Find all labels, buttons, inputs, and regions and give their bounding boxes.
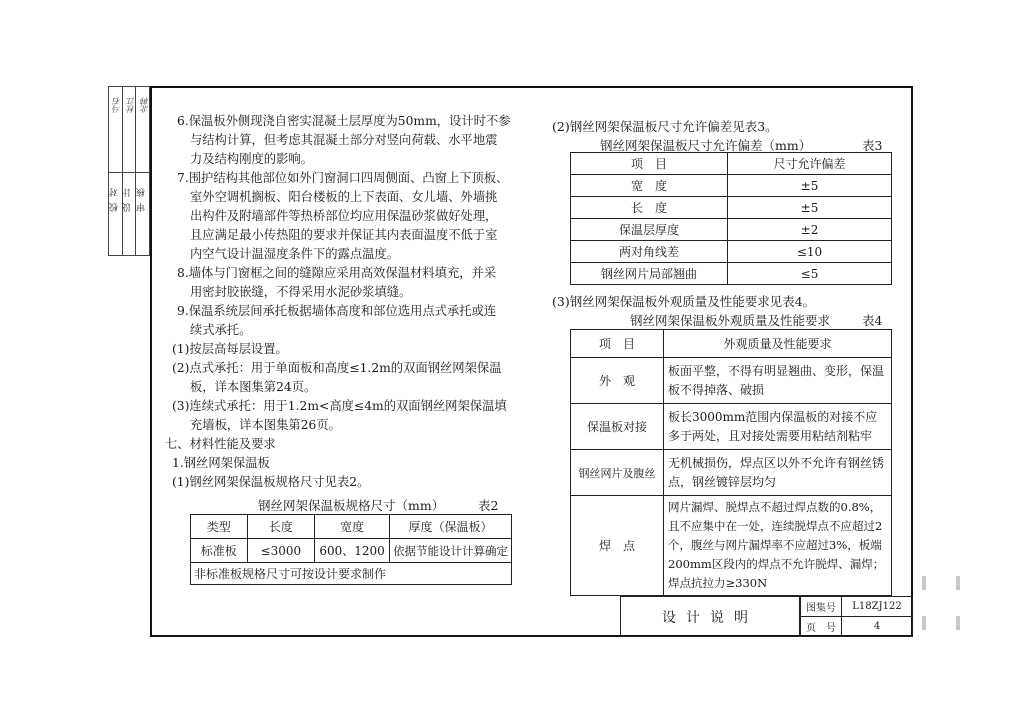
signature-1: 马石 xyxy=(112,97,121,113)
table2-cell: 600、1200 xyxy=(315,539,390,563)
table3-cell: ±5 xyxy=(728,175,892,197)
left-line-1: 6.保温板外侧现浇自密实混凝土层厚度为50mm，设计时不参 xyxy=(177,114,511,128)
table4-requirement: 板长3000mm范围内保温板的对接不应多于两处，且对接处需要用粘结剂粘牢 xyxy=(664,404,892,450)
left-line-11: 9.保温系统层间承托板据墙体高度和部位选用点式承托或连 xyxy=(177,304,497,318)
table4-item: 钢丝网片及腹丝 xyxy=(571,450,664,496)
table4-item: 保温板对接 xyxy=(571,404,664,450)
left-line-14: (2)点式承托：用于单面板和高度≤1.2m的双面钢丝网架保温 xyxy=(172,361,502,375)
signature-2: 杜江 xyxy=(126,97,135,113)
drawing-title: 设计说明 xyxy=(662,609,758,626)
table2-cell: 依据节能设计计算确定 xyxy=(390,539,512,563)
table3-cell: ±2 xyxy=(728,219,892,241)
section-heading-7: 七、材料性能及要求 xyxy=(165,437,276,451)
left-line-15: 板，详本图集第24页。 xyxy=(190,380,317,394)
table2-header: 宽度 xyxy=(315,515,390,539)
table2-caption: 钢丝网架保温板规格尺寸（mm） xyxy=(258,498,445,513)
page-number-label: 页 号 xyxy=(800,616,842,637)
left-line-12: 续式承托。 xyxy=(190,323,252,337)
table4-item: 焊 点 xyxy=(571,496,664,596)
table3-intro: (2)钢丝网架保温板尺寸允许偏差见表3。 xyxy=(552,119,778,134)
left-line-17: 充墙板，详本图集第26页。 xyxy=(190,418,341,432)
table2-cell: ≤3000 xyxy=(247,539,315,563)
table3-cell: 长 度 xyxy=(571,197,728,219)
table3-header: 项 目 xyxy=(571,153,728,175)
table3-cell: 保温层厚度 xyxy=(571,219,728,241)
table3-cell: 宽 度 xyxy=(571,175,728,197)
table4-header: 外观质量及性能要求 xyxy=(664,330,892,358)
scan-mark xyxy=(956,576,960,590)
sidebar-label-design: 设计 xyxy=(123,182,133,212)
table2-cell: 标准板 xyxy=(191,539,248,563)
left-line-9: 8.墙体与门窗框之间的缝隙应采用高效保温材料填充，并采 xyxy=(177,266,497,280)
left-line-13: (1)按层高每层设置。 xyxy=(172,342,288,356)
table2-header: 长度 xyxy=(247,515,315,539)
table2 xyxy=(190,514,512,585)
table2-header: 厚度（保温板） xyxy=(390,515,512,539)
scan-mark xyxy=(922,616,926,630)
table4-intro: (3)钢丝网架保温板外观质量及性能要求见表4。 xyxy=(552,294,816,309)
left-line-8: 内空气设计温湿度条件下的露点温度。 xyxy=(190,247,400,261)
title-block xyxy=(620,596,913,637)
table2-note: 非标准板规格尺寸可按设计要求制作 xyxy=(191,563,512,585)
table2-number: 表2 xyxy=(478,498,499,513)
table3-number: 表3 xyxy=(862,138,883,153)
sidebar-label-check: 校对 xyxy=(110,182,120,212)
left-line-3: 力及结构刚度的影响。 xyxy=(190,152,313,166)
table4-number: 表4 xyxy=(862,313,883,328)
table3-caption: 钢丝网架保温板尺寸允许偏差（mm） xyxy=(600,138,812,153)
page-number-value: 4 xyxy=(841,616,913,637)
table3-cell: ≤5 xyxy=(728,263,892,285)
table4-requirement: 板面平整，不得有明显翘曲、变形，保温板不得掉落、破损 xyxy=(664,358,892,404)
left-line-2: 与结构计算，但考虑其混凝土部分对竖向荷载、水平地震 xyxy=(190,133,498,147)
sidebar-label-review: 审核 xyxy=(137,182,147,212)
left-line-16: (3)连续式承托：用于1.2m<高度≤4m的双面钢丝网架保温填 xyxy=(172,399,507,413)
table3-cell: 两对角线差 xyxy=(571,241,728,263)
table4-header: 项 目 xyxy=(571,330,664,358)
left-line-4: 7.围护结构其他部位如外门窗洞口四周侧面、凸窗上下顶板、 xyxy=(177,171,509,185)
table4 xyxy=(570,329,892,596)
table3-cell: ≤10 xyxy=(728,241,892,263)
table4-caption: 钢丝网架保温板外观质量及性能要求 xyxy=(630,313,831,328)
table3-header: 尺寸允许偏差 xyxy=(728,153,892,175)
scan-mark xyxy=(922,576,926,590)
atlas-number-label: 图集号 xyxy=(800,596,842,617)
signature-sidebar xyxy=(108,86,150,256)
left-line-19: 1.钢丝网架保温板 xyxy=(172,456,270,470)
left-line-5: 室外空调机搁板、阳台楼板的上下表面、女儿墙、外墙挑 xyxy=(190,190,498,204)
table3-cell: 钢丝网片局部翘曲 xyxy=(571,263,728,285)
left-line-20: (1)钢丝网架保温板规格尺寸见表2。 xyxy=(172,475,370,489)
table3-cell: ±5 xyxy=(728,197,892,219)
table4-item: 外 观 xyxy=(571,358,664,404)
atlas-number-value: L18ZJ122 xyxy=(841,596,913,617)
table3 xyxy=(570,152,892,285)
left-line-10: 用密封胶嵌缝，不得采用水泥砂浆填缝。 xyxy=(190,285,412,299)
left-line-7: 且应满足最小传热阻的要求并保证其内表面温度不低于室 xyxy=(190,228,498,242)
table4-requirement: 网片漏焊、脱焊点不超过焊点数的0.8%，且不应集中在一处，连续脱焊点不应超过2个，腹丝与网片漏焊率不应超过3%，板端200mm区段内的焊点不允许脱焊、漏焊；焊点抗拉力≥330N xyxy=(664,496,892,596)
table2-header: 类型 xyxy=(191,515,248,539)
left-line-6: 出构件及附墙部件等热桥部位均应用保温砂浆做好处理， xyxy=(190,209,498,223)
table4-requirement: 无机械损伤，焊点区以外不允许有钢丝锈点，钢丝镀锌层均匀 xyxy=(664,450,892,496)
scan-mark xyxy=(956,616,960,630)
signature-3: 北韩 xyxy=(140,97,149,113)
